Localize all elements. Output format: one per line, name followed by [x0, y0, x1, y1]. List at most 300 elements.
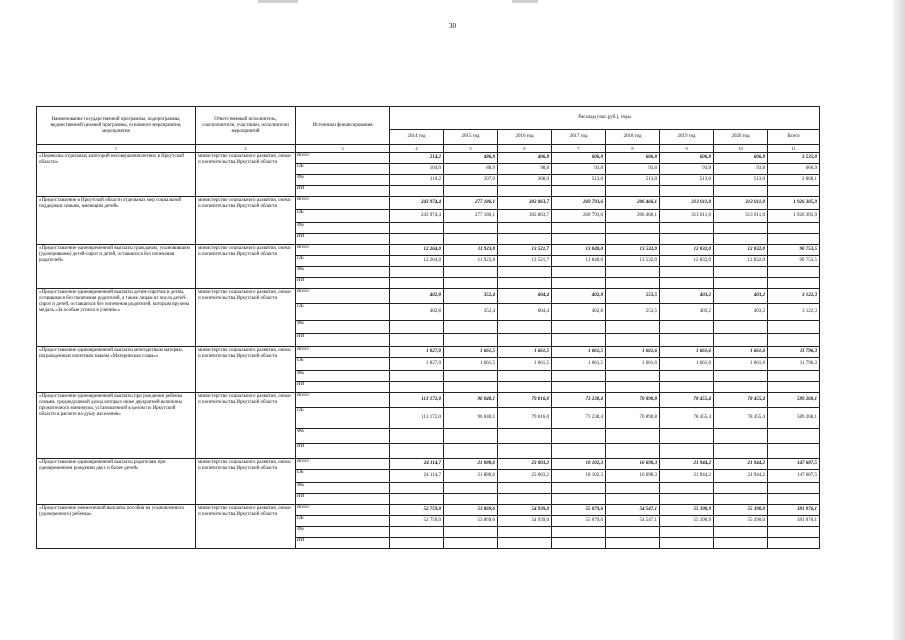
- expense-value: 313 011,0: [660, 210, 714, 223]
- expense-value: [768, 334, 820, 347]
- expense-value: 24 114,7: [390, 470, 444, 483]
- expense-value: 88,9: [444, 164, 498, 175]
- header-executor: Ответственный исполнитель, соисполнители, участники, исполнители мероприятий: [196, 107, 296, 145]
- expense-value: [768, 527, 820, 538]
- expense-value: [444, 223, 498, 234]
- expense-value: 243 974,4: [390, 197, 444, 210]
- expense-value: 54 939,0: [498, 516, 552, 527]
- expense-value: 96 040,1: [444, 408, 498, 429]
- expense-value: 54 939,0: [498, 505, 552, 516]
- funding-source: Всего: [296, 197, 390, 210]
- expense-value: 402,8: [552, 304, 606, 321]
- expense-value: [714, 429, 768, 444]
- expense-value: [444, 382, 498, 393]
- expense-value: [714, 334, 768, 347]
- executor-name: министерство социального развития, опеки и попечительства Иркутской области: [196, 347, 296, 393]
- expense-value: 73 238,4: [552, 408, 606, 429]
- expense-value: 110,2: [390, 175, 444, 186]
- funding-source: ФБ: [296, 527, 390, 538]
- expense-value: [444, 334, 498, 347]
- funding-source: ИИ: [296, 382, 390, 393]
- expense-value: [444, 494, 498, 505]
- funding-source: ИИ: [296, 444, 390, 459]
- expense-value: [606, 382, 660, 393]
- expense-value: 513,0: [660, 175, 714, 186]
- program-name: «Перевозка отдельных категорий несовершеннолетних в Иркутской области»: [37, 153, 196, 197]
- column-number: 8: [606, 145, 660, 153]
- expense-value: [606, 444, 660, 459]
- funding-source: ОБ: [296, 516, 390, 527]
- expense-value: 96 040,1: [444, 393, 498, 408]
- expense-value: [390, 494, 444, 505]
- expense-value: [606, 234, 660, 245]
- expense-value: 78 455,4: [660, 408, 714, 429]
- expense-value: 206 466,1: [606, 197, 660, 210]
- expense-value: 1 661,6: [714, 358, 768, 371]
- expense-value: 73 238,4: [552, 393, 606, 408]
- expense-value: [768, 371, 820, 382]
- expense-value: [498, 223, 552, 234]
- expense-value: 93,8: [606, 164, 660, 175]
- column-number: 9: [660, 145, 714, 153]
- expense-value: [498, 494, 552, 505]
- expense-value: 55 079,6: [552, 516, 606, 527]
- expense-value: [660, 444, 714, 459]
- expenses-table-wrapper: [36, 106, 819, 549]
- expense-value: 113 172,0: [390, 408, 444, 429]
- funding-source: ОБ: [296, 304, 390, 321]
- expense-value: [660, 334, 714, 347]
- expense-value: 606,8: [606, 153, 660, 164]
- expense-value: 1 827,0: [390, 358, 444, 371]
- expense-value: [498, 278, 552, 289]
- expense-value: [660, 429, 714, 444]
- column-number: 10: [714, 145, 768, 153]
- expense-value: 21 880,6: [444, 459, 498, 470]
- funding-source: ФБ: [296, 175, 390, 186]
- expense-value: [660, 267, 714, 278]
- column-number: 2: [196, 145, 296, 153]
- expense-value: [714, 371, 768, 382]
- expense-value: 13 848,0: [552, 256, 606, 267]
- expense-value: 52 759,0: [390, 505, 444, 516]
- expense-value: [768, 538, 820, 549]
- expense-value: [660, 278, 714, 289]
- program-name: «Предоставление единовременной выплаты при рождении ребенка семьям, среднедушевой доход которых ниже двукратной величины прожиточного минимума, установленной в целом по Иркутской области в расчете на душу населения»: [37, 393, 196, 459]
- expense-value: [552, 494, 606, 505]
- expense-value: 21 944,2: [660, 470, 714, 483]
- expense-value: [552, 527, 606, 538]
- funding-source: ФБ: [296, 371, 390, 382]
- executor-name: министерство социального развития, опеки и попечительства Иркутской области: [196, 197, 296, 245]
- expense-value: [390, 444, 444, 459]
- executor-name: министерство социального развития, опеки и попечительства Иркутской области: [196, 289, 296, 347]
- expense-value: 21 944,2: [714, 470, 768, 483]
- expense-value: [390, 538, 444, 549]
- expense-value: 13 532,0: [606, 245, 660, 256]
- expense-value: 3 122,3: [768, 289, 820, 304]
- expense-value: 397,9: [444, 175, 498, 186]
- expense-value: [444, 234, 498, 245]
- expense-value: 79 016,0: [498, 408, 552, 429]
- expense-value: 12 264,0: [390, 256, 444, 267]
- expense-value: 93,8: [714, 164, 768, 175]
- expense-value: [552, 483, 606, 494]
- expense-value: 16 698,3: [606, 470, 660, 483]
- funding-source: ФБ: [296, 267, 390, 278]
- expense-value: [768, 267, 820, 278]
- expense-value: [498, 186, 552, 197]
- expense-value: [498, 382, 552, 393]
- column-number: 11: [768, 145, 820, 153]
- funding-source: ФБ: [296, 429, 390, 444]
- expense-value: [714, 223, 768, 234]
- funding-source: Всего: [296, 393, 390, 408]
- funding-source: ОБ: [296, 408, 390, 429]
- expense-value: 1 661,6: [660, 347, 714, 358]
- expense-value: [390, 267, 444, 278]
- funding-source: Всего: [296, 289, 390, 304]
- expense-value: 11 923,8: [444, 245, 498, 256]
- expense-value: 1 661,6: [714, 347, 768, 358]
- expense-value: [714, 494, 768, 505]
- expense-value: 1 661,5: [498, 358, 552, 371]
- expense-value: [606, 267, 660, 278]
- expense-value: [498, 483, 552, 494]
- expense-value: [768, 223, 820, 234]
- expense-value: [498, 444, 552, 459]
- expense-value: [390, 483, 444, 494]
- expense-value: 55 079,6: [552, 505, 606, 516]
- expense-value: [552, 223, 606, 234]
- header-year: 2019 год: [660, 130, 714, 145]
- expense-value: 12 832,0: [714, 245, 768, 256]
- expense-value: 21 880,6: [444, 470, 498, 483]
- executor-name: министерство социального развития, опеки и попечительства Иркутской области: [196, 393, 296, 459]
- expense-value: [498, 321, 552, 334]
- expense-value: [768, 186, 820, 197]
- expense-value: [552, 234, 606, 245]
- expense-value: 277 186,1: [444, 210, 498, 223]
- expense-value: [660, 483, 714, 494]
- expense-value: [444, 186, 498, 197]
- expense-value: [390, 527, 444, 538]
- expense-value: [390, 382, 444, 393]
- expense-value: [714, 527, 768, 538]
- expense-value: 52 759,0: [390, 516, 444, 527]
- expense-value: [390, 223, 444, 234]
- table-row: [37, 459, 820, 470]
- funding-source: Всего: [296, 245, 390, 256]
- expense-value: 3 535,0: [768, 153, 820, 164]
- expense-value: 269 793,6: [552, 210, 606, 223]
- header-expenses: Расходы (тыс.руб.), годы: [390, 107, 820, 130]
- table-row: [37, 289, 820, 304]
- expense-value: [444, 483, 498, 494]
- funding-source: ОБ: [296, 210, 390, 223]
- expense-value: [444, 371, 498, 382]
- expense-value: [660, 494, 714, 505]
- header-year: 2015 год: [444, 130, 498, 145]
- expense-value: [444, 527, 498, 538]
- expense-value: [498, 334, 552, 347]
- funding-source: ФБ: [296, 223, 390, 234]
- expense-value: 606,8: [714, 153, 768, 164]
- expense-value: [606, 371, 660, 382]
- funding-source: ОБ: [296, 164, 390, 175]
- executor-name: министерство социального развития, опеки и попечительства Иркутской области: [196, 245, 296, 289]
- expense-value: 147 687,5: [768, 459, 820, 470]
- expense-value: 21 944,2: [660, 459, 714, 470]
- expense-value: [498, 527, 552, 538]
- expense-value: 381 976,1: [768, 505, 820, 516]
- funding-source: Всего: [296, 347, 390, 358]
- expense-value: 13 521,7: [498, 256, 552, 267]
- expense-value: 16 698,3: [606, 459, 660, 470]
- header-year: 2017 год: [552, 130, 606, 145]
- expense-value: [552, 186, 606, 197]
- funding-source: ИИ: [296, 538, 390, 549]
- expense-value: [768, 234, 820, 245]
- header-year: 2018 год: [606, 130, 660, 145]
- expense-value: 606,8: [660, 153, 714, 164]
- column-number: 1: [37, 145, 196, 153]
- expense-value: 313 011,0: [660, 197, 714, 210]
- expense-value: [390, 334, 444, 347]
- expense-value: 79 016,0: [498, 393, 552, 408]
- expense-value: 13 848,0: [552, 245, 606, 256]
- expense-value: [444, 278, 498, 289]
- expense-value: [768, 483, 820, 494]
- expense-value: 403,2: [714, 289, 768, 304]
- expense-value: 553,5: [606, 289, 660, 304]
- expense-value: [714, 444, 768, 459]
- expense-value: 55 390,0: [714, 505, 768, 516]
- expense-value: 308,0: [498, 175, 552, 186]
- funding-source: ИИ: [296, 278, 390, 289]
- expense-value: 54 547,1: [606, 505, 660, 516]
- expense-value: 206 466,1: [606, 210, 660, 223]
- expense-value: [606, 429, 660, 444]
- expense-value: 589 268,1: [768, 408, 820, 429]
- funding-source: Всего: [296, 459, 390, 470]
- expense-value: [660, 382, 714, 393]
- expense-value: 93,8: [660, 164, 714, 175]
- expense-value: [552, 538, 606, 549]
- program-name: «Предоставление ежемесячной выплаты пособия на усыновленного (удочеренного) ребенка»: [37, 505, 196, 549]
- expense-value: 243 974,4: [390, 210, 444, 223]
- expense-value: 3 122,3: [768, 304, 820, 321]
- expense-value: 553,5: [606, 304, 660, 321]
- expense-value: 11 796,3: [768, 347, 820, 358]
- table-row: [37, 245, 820, 256]
- expense-value: 406,8: [498, 153, 552, 164]
- expense-value: 12 264,0: [390, 245, 444, 256]
- expense-value: 402,8: [390, 304, 444, 321]
- executor-name: министерство социального развития, опеки и попечительства Иркутской области: [196, 505, 296, 549]
- funding-source: ОБ: [296, 256, 390, 267]
- expense-value: 1 926 305,9: [768, 210, 820, 223]
- expense-value: [552, 371, 606, 382]
- expense-value: [390, 278, 444, 289]
- expense-value: 1 661,5: [552, 358, 606, 371]
- table-row: [37, 153, 820, 164]
- expense-value: [498, 538, 552, 549]
- expense-value: 486,8: [444, 153, 498, 164]
- funding-source: ФБ: [296, 321, 390, 334]
- expense-value: 269 793,6: [552, 197, 606, 210]
- expense-value: 55 390,0: [714, 516, 768, 527]
- expense-value: 1 661,5: [552, 347, 606, 358]
- expense-value: 93,8: [552, 164, 606, 175]
- funding-source: ОБ: [296, 470, 390, 483]
- expense-value: 1 661,6: [606, 358, 660, 371]
- expense-value: 90 753,5: [768, 256, 820, 267]
- page-number: 30: [449, 22, 456, 30]
- expense-value: [768, 429, 820, 444]
- expense-value: 1 661,5: [444, 347, 498, 358]
- expense-value: 381 976,1: [768, 516, 820, 527]
- expense-value: [498, 234, 552, 245]
- funding-source: ОБ: [296, 358, 390, 371]
- expense-value: 53 869,6: [444, 516, 498, 527]
- table-row: [37, 505, 820, 516]
- expense-value: 1 661,6: [606, 347, 660, 358]
- expense-value: [660, 538, 714, 549]
- expense-value: [444, 321, 498, 334]
- expense-value: [390, 429, 444, 444]
- header-year: Всего: [768, 130, 820, 145]
- expense-value: 113 172,0: [390, 393, 444, 408]
- funding-source: Всего: [296, 505, 390, 516]
- expense-value: 313 011,0: [714, 197, 768, 210]
- expense-value: [660, 527, 714, 538]
- expense-value: [552, 334, 606, 347]
- expense-value: 11 796,3: [768, 358, 820, 371]
- expense-value: [390, 321, 444, 334]
- scan-artifact: [512, 0, 538, 3]
- expense-value: 403,2: [660, 304, 714, 321]
- expense-value: 21 944,2: [714, 459, 768, 470]
- expense-value: 604,4: [498, 304, 552, 321]
- expense-value: 78 455,4: [714, 408, 768, 429]
- funding-source: ИИ: [296, 494, 390, 505]
- expense-value: 12 832,0: [660, 256, 714, 267]
- program-name: «Предоставление единовременной выплаты родителям при одновременном рождении двух и более детей»: [37, 459, 196, 505]
- expense-value: [606, 186, 660, 197]
- scan-artifact: [258, 0, 298, 3]
- expense-value: [768, 321, 820, 334]
- expense-value: 70 890,8: [606, 408, 660, 429]
- expense-value: 147 687,5: [768, 470, 820, 483]
- expense-value: 18 102,3: [552, 459, 606, 470]
- column-number: 4: [390, 145, 444, 153]
- expense-value: [606, 278, 660, 289]
- expense-value: 1 661,6: [660, 358, 714, 371]
- expense-value: [444, 538, 498, 549]
- expense-value: 313 011,0: [714, 210, 768, 223]
- program-name: «Предоставление в Иркутской области отдельных мер социальной поддержки семьям, имеющим детей»: [37, 197, 196, 245]
- expense-value: [768, 278, 820, 289]
- expense-value: 98,8: [498, 164, 552, 175]
- expense-value: 55 390,9: [660, 505, 714, 516]
- program-name: «Предоставление единовременной выплаты многодетным матерям, награжденным почетным знаком «Материнская слава»»: [37, 347, 196, 393]
- funding-source: Всего: [296, 153, 390, 164]
- expense-value: [714, 321, 768, 334]
- expense-value: [714, 382, 768, 393]
- program-name: «Предоставление единовременной выплаты гражданам, усыновившим (удочерившим) детей-сирот и детей, оставшихся без попечения родителей»: [37, 245, 196, 289]
- expense-value: 1 926 305,9: [768, 197, 820, 210]
- expense-value: [390, 234, 444, 245]
- expense-value: [660, 321, 714, 334]
- expense-value: 402,8: [552, 289, 606, 304]
- expense-value: 1 827,0: [390, 347, 444, 358]
- expense-value: [660, 186, 714, 197]
- expense-value: 18 102,3: [552, 470, 606, 483]
- expense-value: [498, 267, 552, 278]
- expense-value: 24 114,7: [390, 459, 444, 470]
- table-row: [37, 393, 820, 408]
- executor-name: министерство социального развития, опеки и попечительства Иркутской области: [196, 459, 296, 505]
- funding-source: ИИ: [296, 186, 390, 197]
- expense-value: 90 753,5: [768, 245, 820, 256]
- column-number: 7: [552, 145, 606, 153]
- expense-value: [606, 223, 660, 234]
- expense-value: 104,0: [390, 164, 444, 175]
- expense-value: [444, 429, 498, 444]
- expense-value: 1 661,5: [444, 358, 498, 371]
- expense-value: 604,4: [498, 289, 552, 304]
- expense-value: [660, 234, 714, 245]
- expense-value: 352,4: [444, 289, 498, 304]
- expense-value: [714, 538, 768, 549]
- expense-value: 70 890,8: [606, 393, 660, 408]
- expense-value: 23 003,2: [498, 459, 552, 470]
- expense-value: 11 923,8: [444, 256, 498, 267]
- scan-edge: [893, 0, 905, 640]
- expense-value: 513,0: [606, 175, 660, 186]
- header-year: 2020 год: [714, 130, 768, 145]
- funding-source: ФБ: [296, 483, 390, 494]
- expense-value: 403,2: [714, 304, 768, 321]
- expense-value: [660, 223, 714, 234]
- expense-value: [552, 321, 606, 334]
- expense-value: 53 869,6: [444, 505, 498, 516]
- expense-value: 214,2: [390, 153, 444, 164]
- expense-value: 55 390,9: [660, 516, 714, 527]
- expense-value: [552, 267, 606, 278]
- expense-value: 1 661,5: [498, 347, 552, 358]
- expense-value: 13 532,0: [606, 256, 660, 267]
- expense-value: 78 455,4: [660, 393, 714, 408]
- expense-value: 78 455,4: [714, 393, 768, 408]
- expense-value: 513,0: [714, 175, 768, 186]
- header-source: Источники финансирования: [296, 107, 390, 145]
- table-row: [37, 347, 820, 358]
- expense-value: 12 832,0: [660, 245, 714, 256]
- expense-value: [714, 278, 768, 289]
- expense-value: 666,9: [768, 164, 820, 175]
- expense-value: [606, 494, 660, 505]
- expense-value: [444, 444, 498, 459]
- funding-source: ИИ: [296, 334, 390, 347]
- expense-value: [606, 538, 660, 549]
- expense-value: 2 868,1: [768, 175, 820, 186]
- expense-value: 302 863,7: [498, 197, 552, 210]
- expense-value: [714, 234, 768, 245]
- header-year: 2014 год: [390, 130, 444, 145]
- funding-source: ИИ: [296, 234, 390, 245]
